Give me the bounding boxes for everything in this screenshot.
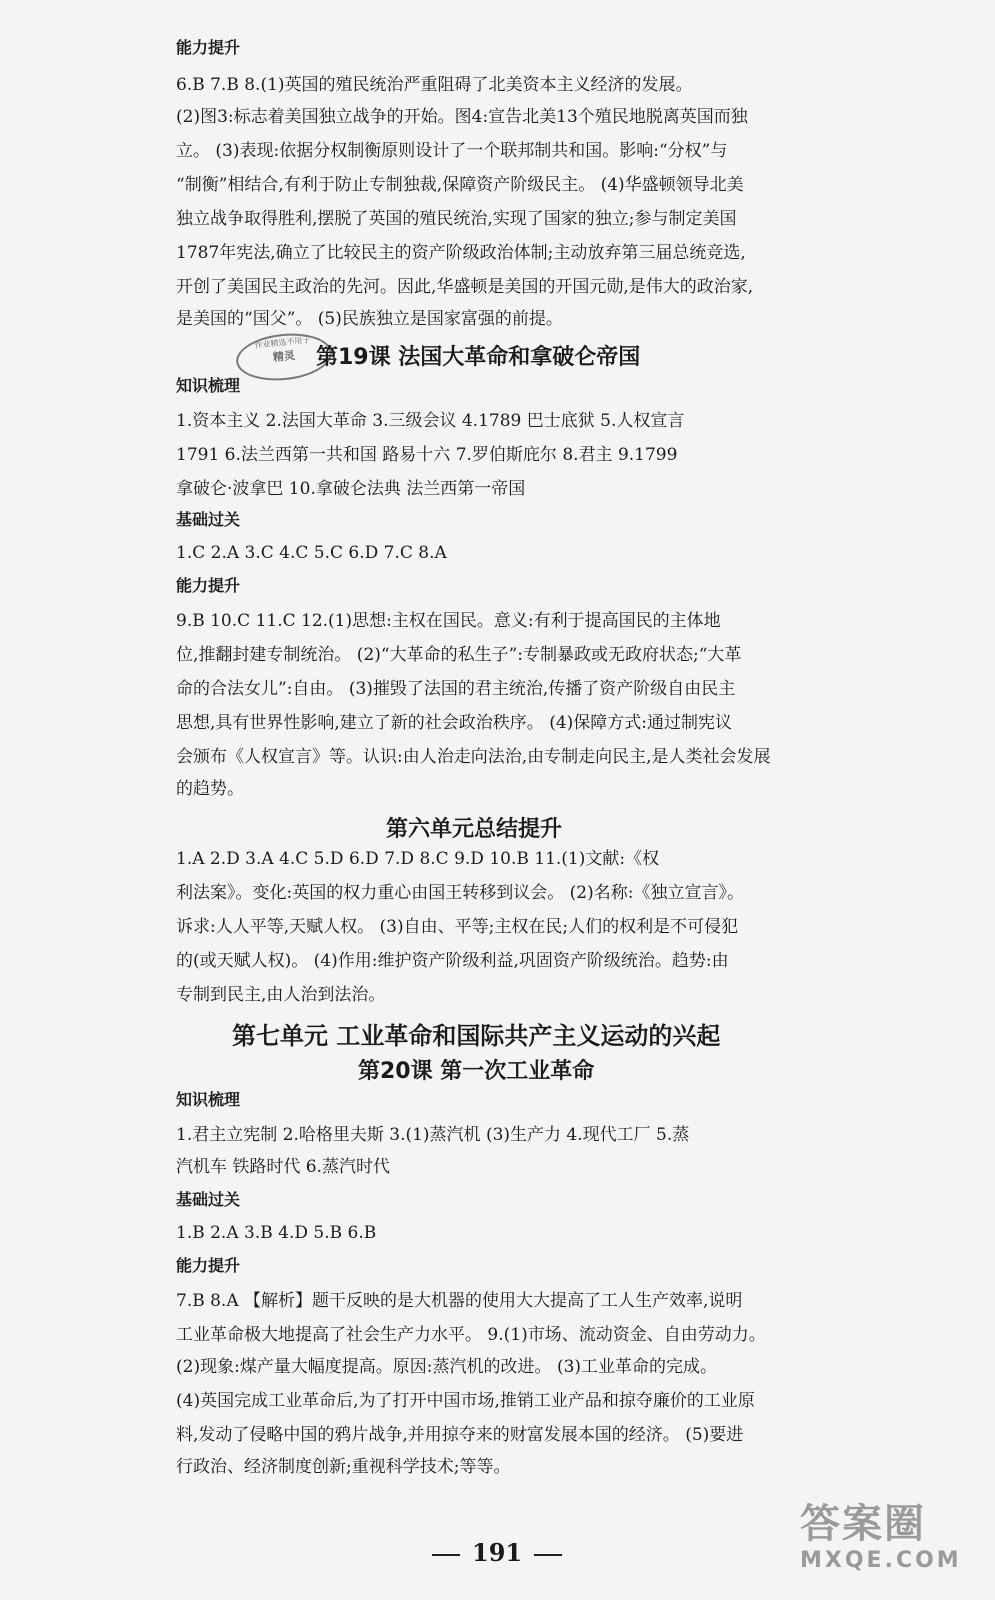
text-line: 工业革命极大地提高了社会生产力水平。 9.(1)市场、流动资金、自由劳动力。	[176, 1325, 766, 1345]
page-number	[420, 1538, 574, 1567]
section-basic: 基础过关	[176, 510, 241, 529]
site-watermark	[800, 1500, 990, 1596]
section-ability-up: 能力提升	[176, 1256, 241, 1275]
stamp-line: 精灵	[272, 348, 296, 365]
text-line: “制衡”相结合,有利于防止专制独裁,保障资产阶级民主。 (4)华盛顿领导北美	[176, 175, 744, 195]
text-line: 料,发动了侵略中国的鸦片战争,并用掠夺来的财富发展本国的经济。 (5)要进	[176, 1425, 744, 1445]
text-line: 位,推翻封建专制统治。 (2)“大革命的私生子”:专制暴政或无政府状态;“大革	[176, 645, 742, 665]
text-line: 拿破仑·波拿巴 10.拿破仑法典 法兰西第一帝国	[176, 479, 526, 499]
text-line: 1.资本主义 2.法国大革命 3.三级会议 4.1789 巴士底狱 5.人权宣言	[176, 411, 685, 431]
section-ability-up: 能力提升	[176, 576, 241, 595]
text-line: 会颁布《人权宣言》等。认识:由人治走向法治,由专制走向民主,是人类社会发展	[176, 747, 771, 767]
text-line: 开创了美国民主政治的先河。因此,华盛顿是美国的开国元勋,是伟大的政治家,	[176, 277, 754, 297]
unit-6-summary-title: 第六单元总结提升	[386, 817, 563, 842]
text-line: 诉求:人人平等,天赋人权。 (3)自由、平等;主权在民;人们的权利是不可侵犯	[176, 917, 739, 937]
lesson-19-title: 第19课 法国大革命和拿破仑帝国	[316, 345, 641, 370]
unit-7-title: 第七单元 工业革命和国际共产主义运动的兴起	[232, 1022, 721, 1050]
text-line: 1.君主立宪制 2.哈格里夫斯 3.(1)蒸汽机 (3)生产力 4.现代工厂 5.蒸	[176, 1125, 690, 1145]
watermark-top: 答案圈	[800, 1501, 926, 1547]
section-ability-up: 能力提升	[176, 38, 241, 57]
lesson-20-title: 第20课 第一次工业革命	[358, 1059, 595, 1084]
watermark-bottom: MXQE.COM	[800, 1548, 962, 1573]
text-line: 行政治、经济制度创新;重视科学技术;等等。	[176, 1457, 511, 1477]
text-line: 思想,具有世界性影响,建立了新的社会政治秩序。 (4)保障方式:通过制宪议	[176, 713, 733, 733]
text-line: 汽机车 铁路时代 6.蒸汽时代	[176, 1157, 391, 1177]
stamp-line: 作业精选不用子	[254, 335, 311, 350]
text-line: 1.A 2.D 3.A 4.C 5.D 6.D 7.D 8.C 9.D 10.B 11.(1)文献:《权	[176, 849, 660, 869]
text-line: 7.B 8.A 【解析】题干反映的是大机器的使用大大提高了工人生产效率,说明	[176, 1291, 743, 1311]
text-line: (2)现象:煤产量大幅度提高。原因:蒸汽机的改进。 (3)工业革命的完成。	[176, 1357, 718, 1377]
text-line: 独立战争取得胜利,摆脱了英国的殖民统治,实现了国家的独立;参与制定美国	[176, 209, 737, 229]
text-line: 的趋势。	[176, 779, 244, 799]
text-line: (2)图3:标志着美国独立战争的开始。图4:宣告北美13个殖民地脱离英国而独	[176, 107, 748, 127]
text-line: 6.B 7.B 8.(1)英国的殖民统治严重阻碍了北美资本主义经济的发展。	[176, 75, 693, 95]
text-line: 的(或天赋人权)。 (4)作用:维护资产阶级利益,巩固资产阶级统治。趋势:由	[176, 951, 729, 971]
text-line: 1.C 2.A 3.C 4.C 5.C 6.D 7.C 8.A	[176, 543, 447, 563]
section-basic: 基础过关	[176, 1190, 241, 1209]
dash-right	[534, 1554, 562, 1556]
section-knowledge: 知识梳理	[176, 1090, 241, 1109]
section-knowledge: 知识梳理	[176, 376, 241, 395]
text-line: 专制到民主,由人治到法治。	[176, 985, 386, 1005]
text-line: 1.B 2.A 3.B 4.D 5.B 6.B	[176, 1223, 377, 1243]
dash-left	[432, 1554, 460, 1556]
text-line: 利法案》。变化:英国的权力重心由国王转移到议会。 (2)名称:《独立宣言》。	[176, 883, 744, 903]
text-line: (4)英国完成工业革命后,为了打开中国市场,推销工业产品和掠夺廉价的工业原	[176, 1391, 755, 1411]
text-line: 1791 6.法兰西第一共和国 路易十六 7.罗伯斯庇尔 8.君主 9.1799	[176, 445, 678, 465]
text-line: 立。 (3)表现:依据分权制衡原则设计了一个联邦制共和国。影响:“分权”与	[176, 141, 728, 161]
text-line: 9.B 10.C 11.C 12.(1)思想:主权在国民。意义:有利于提高国民的主体地	[176, 611, 721, 631]
page-number-value: 191	[472, 1538, 523, 1567]
text-line: 1787年宪法,确立了比较民主的资产阶级政治体制;主动放弃第三届总统竞选,	[176, 243, 746, 263]
text-line: 命的合法女儿”:自由。 (3)摧毁了法国的君主统治,传播了资产阶级自由民主	[176, 679, 736, 699]
text-line: 是美国的“国父”。 (5)民族独立是国家富强的前提。	[176, 309, 563, 329]
